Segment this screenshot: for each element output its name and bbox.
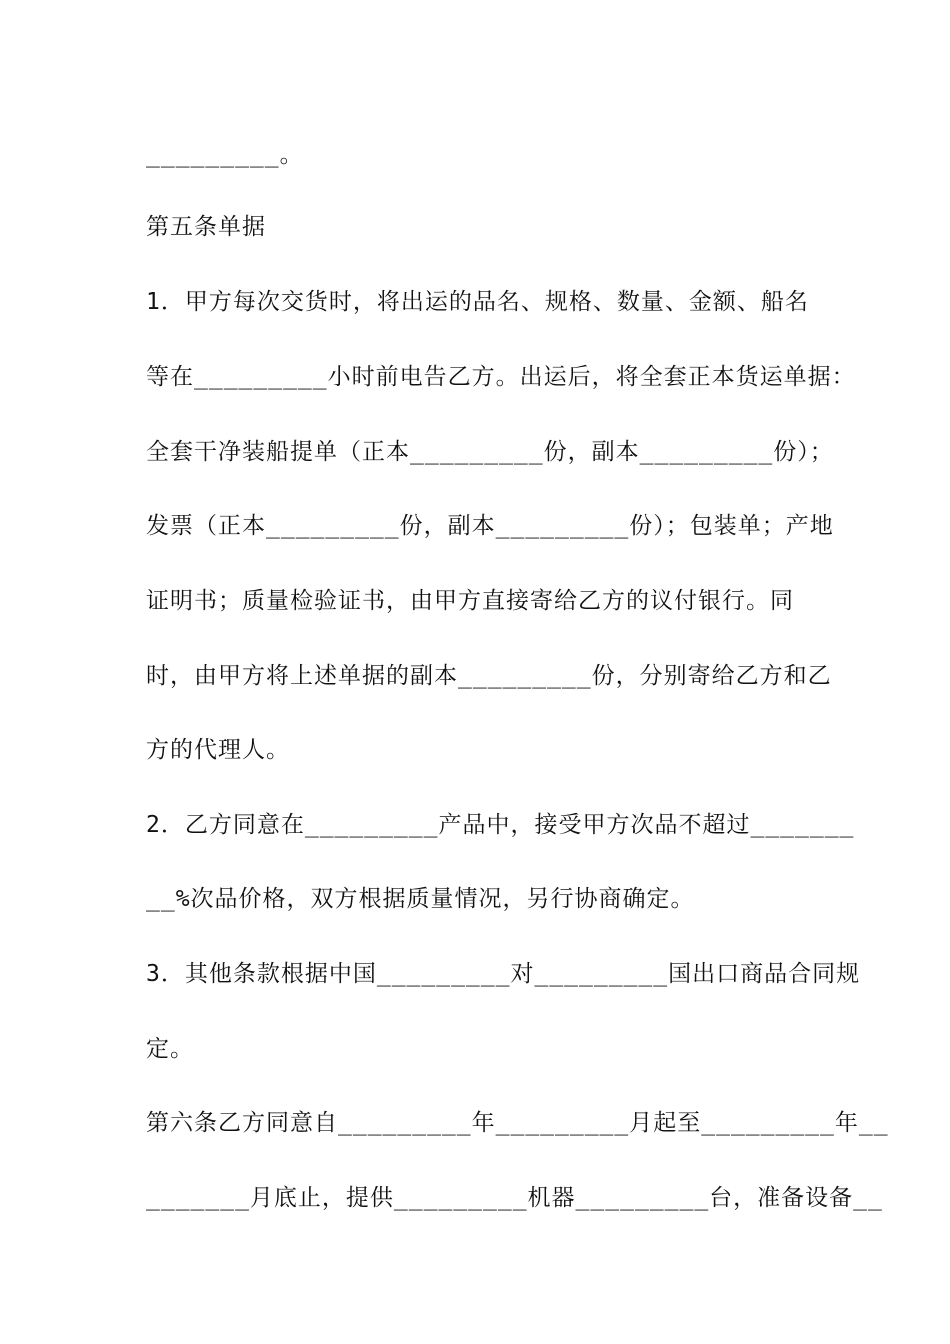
text-line: 发票（正本_________份，副本_________份）；包装单；产地 [146, 513, 834, 539]
text-line: 方的代理人。 [146, 737, 290, 763]
text-line: 全套干净装船提单（正本_________份，副本_________份）； [146, 439, 834, 465]
text-line: 证明书；质量检验证书，由甲方直接寄给乙方的议付银行。同 [146, 588, 794, 614]
section-heading: 第五条单据 [146, 214, 266, 240]
text-line: 2．乙方同意在_________产品中，接受甲方次品不超过_______ [146, 812, 855, 838]
text-line: 3．其他条款根据中国_________对_________国出口商品合同规 [146, 961, 861, 987]
text-line: 1．甲方每次交货时，将出运的品名、规格、数量、金额、船名 [146, 289, 809, 315]
text-line: 定。 [146, 1036, 194, 1062]
text-line: _________。 [146, 142, 304, 168]
text-line: __%次品价格，双方根据质量情况，另行协商确定。 [146, 886, 695, 912]
section-heading-line: 第六条乙方同意自_________年_________月起至_________年__ [146, 1110, 889, 1136]
text-line: _______月底止，提供_________机器_________台，准备设备__ [146, 1185, 883, 1211]
text-line: 等在_________小时前电告乙方。出运后，将全套正本货运单据： [146, 364, 856, 390]
text-line: 时，由甲方将上述单据的副本_________份，分别寄给乙方和乙 [146, 663, 832, 689]
